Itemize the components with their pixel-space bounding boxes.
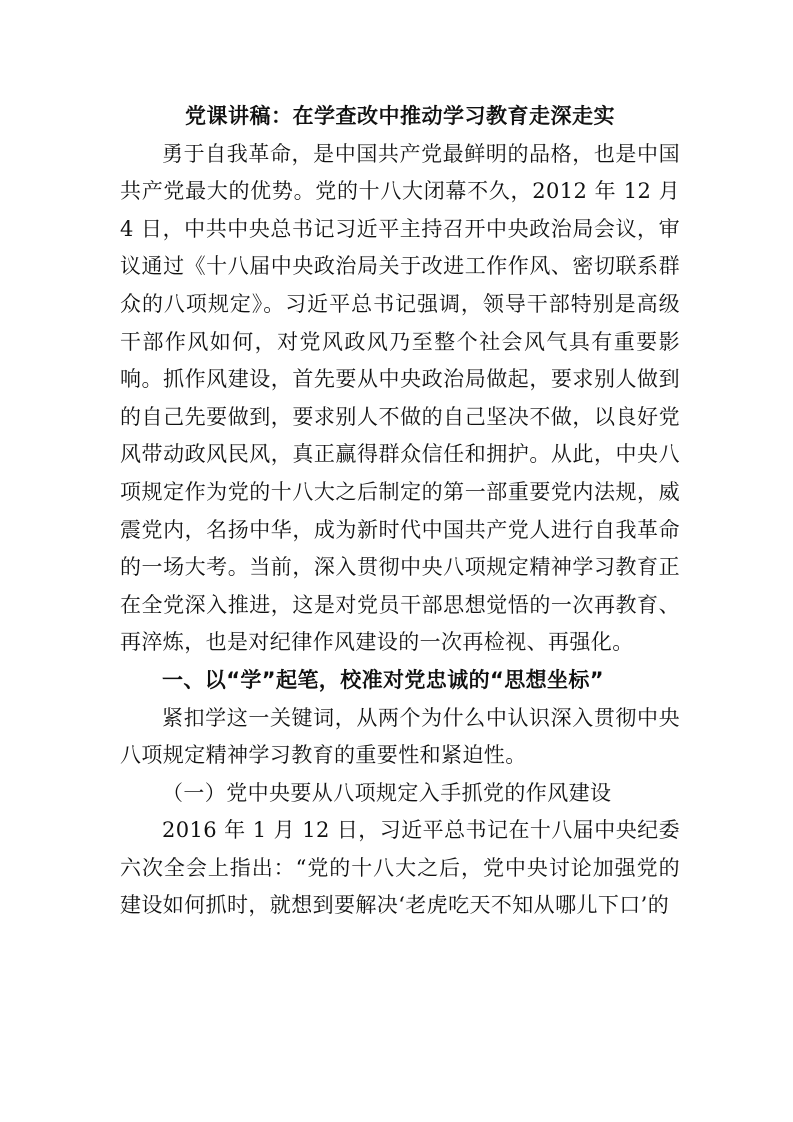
document-title: 党课讲稿：在学查改中推动学习教育走深走实 <box>185 104 615 128</box>
section-1-paragraph: 紧扣学这一关键词，从两个为什么中认识深入贯彻中央八项规定精神学习教育的重要性和紧迫性。 <box>120 705 680 768</box>
intro-paragraph: 勇于自我革命，是中国共产党最鲜明的品格，也是中国共产党最大的优势。党的十八大闭幕不久，2012 年 12 月 4 日，中共中央总书记习近平主持召开中央政治局会议，审议通过《十八届中央政治局关于改进工作作风、密切联系群众的八项规定》。习近平总书记强调，领导干部特别是高级干部作风如何，对党风政风乃至整个社会风气具有重要影响。抓作风建设，首先要从中央政治局做起，要求别人做到的自己先要做到，要求别人不做的自己坚决不做，以良好党风带动政风民风，真正赢得群众信任和拥护。从此，中央八项规定作为党的十八大之后制定的第一部重要党内法规，威震党内，名扬中华，成为新时代中国共产党人进行自我革命的一场大考。当前，深入贯彻中央八项规定精神学习教育正在全党深入推进，这是对党员干部思想觉悟的一次再教育、再淬炼，也是对纪律作风建设的一次再检视、再强化。 <box>120 141 680 655</box>
document-body <box>120 98 680 925</box>
section-1-heading: 一、以“学”起笔，校准对党忠诚的“思想坐标” <box>162 667 605 692</box>
subsection-1-heading: （一）党中央要从八项规定入手抓党的作风建设 <box>162 780 612 805</box>
subsection-1-paragraph: 2016 年 1 月 12 日，习近平总书记在十八届中央纪委六次全会上指出：“党的十八大之后，党中央讨论加强党的建设如何抓时，就想到要解决‘老虎吃天不知从哪儿下口’的 <box>120 818 680 918</box>
